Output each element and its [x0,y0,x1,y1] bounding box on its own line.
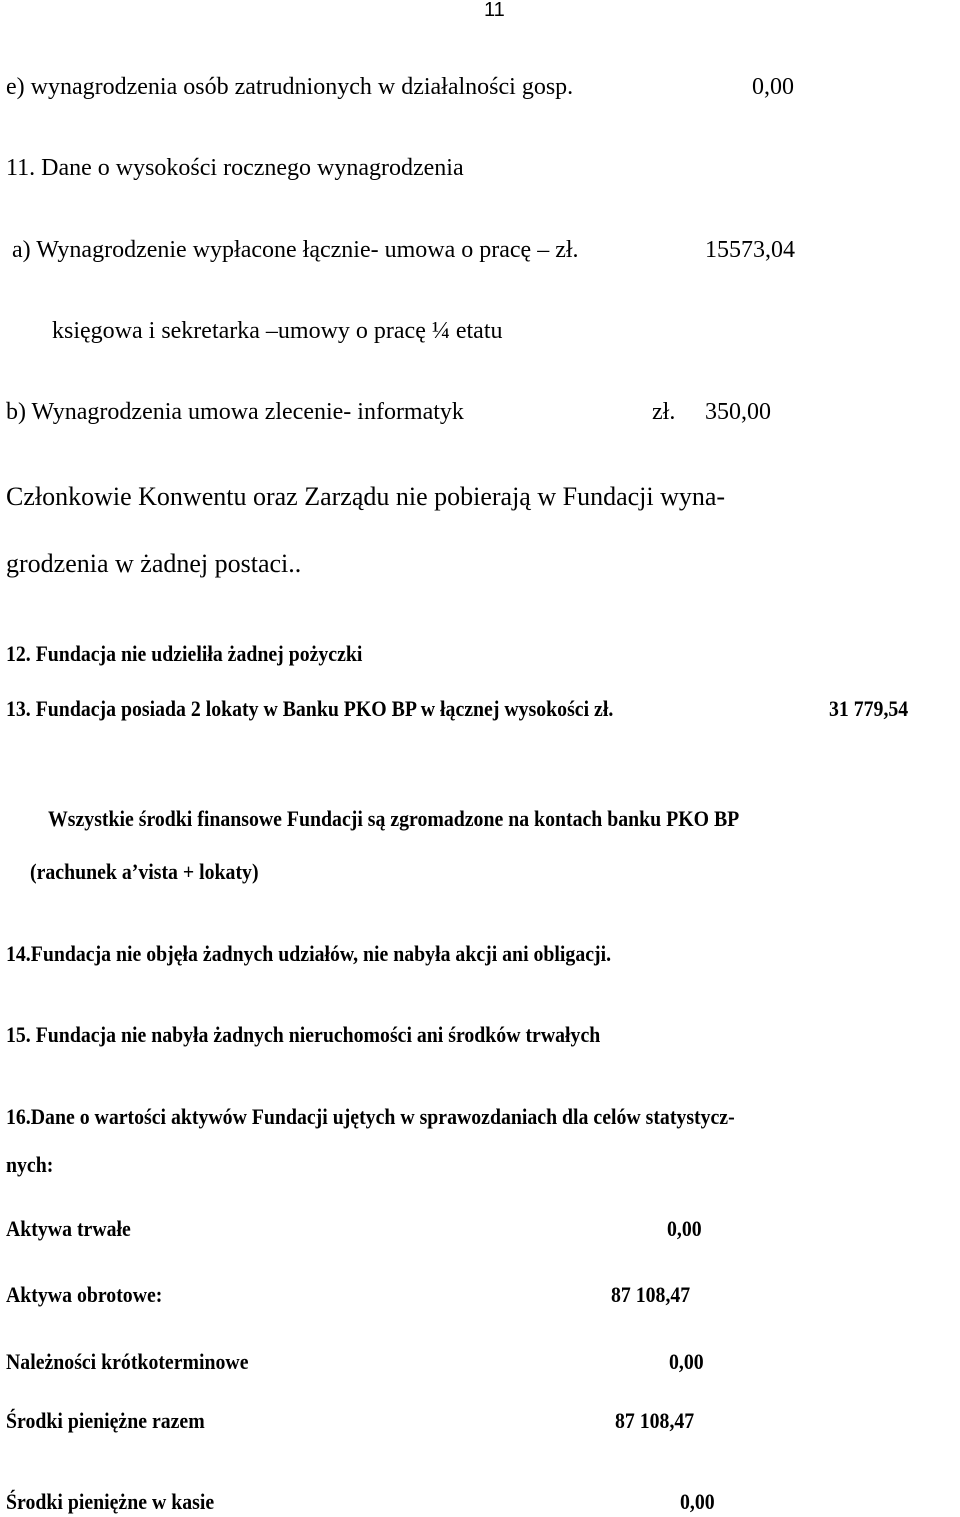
asset-label: Aktywa trwałe [6,1216,131,1241]
section-14: 14.Fundacja nie objęła żadnych udziałów, nie nabyła akcji ani obligacji. [6,941,612,966]
asset-label: Aktywa obrotowe: [6,1282,163,1307]
konwent-line-1: Członkowie Konwentu oraz Zarządu nie pobierają w Fundacji wyna- [6,482,726,511]
section-15: 15. Fundacja nie nabyła żadnych nieruchomości ani środków trwałych [6,1022,601,1047]
asset-label: Środki pieniężne w kasie [6,1489,215,1514]
item-e-text: e) wynagrodzenia osób zatrudnionych w działalności gosp. [6,74,574,100]
asset-value: 87 108,47 [615,1408,695,1433]
asset-label: Należności krótkoterminowe [6,1349,249,1374]
section-11-title: 11. Dane o wysokości rocznego wynagrodzenia [6,155,464,181]
section-13-value: 31 779,54 [829,696,909,721]
asset-value: 0,00 [680,1489,715,1514]
konwent-line-2: grodzenia w żadnej postaci.. [6,549,302,578]
item-a-note: księgowa i sekretarka –umowy o pracę ¼ etatu [52,318,503,344]
asset-value: 87 108,47 [611,1282,691,1307]
item-a-value: 15573,04 [705,237,795,263]
item-b-currency: zł. [652,399,676,425]
section-13-note-2: (rachunek a’vista + lokaty) [30,859,259,884]
item-e-value: 0,00 [752,74,794,100]
asset-value: 0,00 [669,1349,704,1374]
item-a-text: a) Wynagrodzenie wypłacone łącznie- umowa o pracę – zł. [12,237,579,263]
page-number: 11 [484,0,505,21]
item-b-value: 350,00 [705,399,771,425]
section-12: 12. Fundacja nie udzieliła żadnej pożyczki [6,641,363,666]
item-b-text: b) Wynagrodzenia umowa zlecenie- informatyk [6,399,464,425]
section-13-text: 13. Fundacja posiada 2 lokaty w Banku PKO BP w łącznej wysokości zł. [6,696,614,721]
section-13-note-1: Wszystkie środki finansowe Fundacji są zgromadzone na kontach banku PKO BP [48,806,740,831]
asset-value: 0,00 [667,1216,702,1241]
section-16-line-2: nych: [6,1152,54,1177]
section-16-line-1: 16.Dane o wartości aktywów Fundacji ujętych w sprawozdaniach dla celów statystycz- [6,1104,735,1129]
asset-label: Środki pieniężne razem [6,1408,205,1433]
